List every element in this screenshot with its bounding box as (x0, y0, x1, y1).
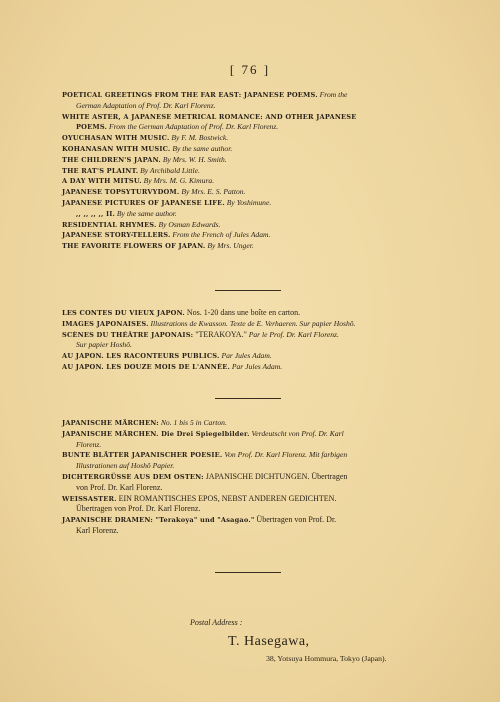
entry-desc: By Mrs. M. G. Kimura. (143, 176, 215, 186)
entry-continuation: Florenz. (76, 439, 102, 449)
catalog-entry (62, 90, 462, 101)
entry-desc: By the same author. (172, 143, 233, 153)
catalog-entry (62, 155, 462, 166)
entry-continuation: Karl Florenz. (76, 525, 119, 535)
entry-title: POEMS. (76, 123, 108, 132)
section-french-titles (62, 308, 462, 373)
entry-desc: Von Prof. Dr. Karl Florenz. Mit farbigen (224, 450, 348, 460)
catalog-entry (62, 351, 462, 362)
catalog-entry (62, 122, 462, 133)
entry-plain: EIN ROMANTISCHES EPOS, NEBST ANDEREN GEDICHTEN. (118, 493, 337, 503)
entry-plain: Übertragen von Prof. Dr. (256, 515, 337, 525)
entry-continuation: von Prof. Dr. Karl Florenz. (76, 482, 163, 492)
entry-continuation: Sur papier Hoshô. (76, 340, 132, 350)
entry-desc: Par Jules Adam. (221, 351, 272, 361)
entry-title: WEISSASTER. (62, 494, 117, 503)
postal-address-label: Postal Address : (190, 618, 243, 627)
entry-plain: "TERAKOYA." (195, 329, 247, 339)
catalog-entry (62, 515, 462, 526)
entry-title: AU JAPON. LES RACONTEURS PUBLICS. (62, 352, 220, 361)
catalog-entry (62, 220, 462, 231)
entry-title: RESIDENTIAL RHYMES. (62, 220, 157, 229)
entry-title: DICHTERGRÜSSE AUS DEM OSTEN: (62, 472, 204, 481)
catalog-entry (62, 429, 462, 440)
catalog-entry (62, 308, 462, 319)
entry-title: JAPANESE STORY-TELLERS. (62, 231, 171, 240)
entry-title: THE CHILDREN'S JAPAN. (62, 155, 161, 164)
entry-desc: By Archibald Little. (140, 165, 200, 175)
section-divider (215, 572, 281, 573)
publisher-address: 38, Yotsuya Hommura, Tokyo (Japan). (266, 654, 387, 663)
entry-title: WHITE ASTER, A JAPANESE METRICAL ROMANCE: AND OTHER JAPANESE (62, 112, 357, 121)
entry-title: SCÈNES DU THÉÂTRE JAPONAIS: (62, 330, 194, 339)
entry-plain: JAPANISCHE DICHTUNGEN. Übertragen (205, 471, 348, 481)
section-german-titles (62, 418, 462, 537)
catalog-entry (62, 112, 462, 123)
catalog-entry (62, 319, 462, 330)
section-english-titles (62, 90, 462, 252)
entry-title: POETICAL GREETINGS FROM THE FAR EAST: JAPANESE POEMS. (62, 91, 318, 99)
entry-title: THE FAVORITE FLOWERS OF JAPAN. (62, 242, 206, 251)
catalog-entry (62, 450, 462, 461)
publisher-name: T. Hasegawa, (228, 634, 310, 649)
entry-desc: Illustrations de Kwasson. Texte de E. Verhaeren. Sur papier Hoshô. (150, 318, 356, 328)
catalog-entry (62, 472, 462, 483)
entry-title: IMAGES JAPONAISES. (62, 319, 149, 328)
entry-desc: By Yoshimune. (226, 197, 272, 207)
entry-desc: From the French of Jules Adam. (172, 230, 271, 240)
catalog-entry (62, 176, 462, 187)
entry-desc: By Mrs. E. S. Patton. (181, 187, 246, 197)
entry-title: JAPANISCHE MÄRCHEN. Die Drei Spiegelbilder. (62, 429, 250, 438)
section-divider (215, 290, 281, 291)
entry-title: JAPANESE PICTURES OF JAPANESE LIFE. (62, 198, 225, 207)
entry-desc: No. 1 bis 5 in Carton. (160, 418, 227, 427)
entry-desc: By F. M. Bostwick. (171, 133, 229, 143)
entry-desc: Par Jules Adam. (231, 361, 283, 371)
entry-desc: By the same author. (116, 208, 177, 218)
catalog-entry (62, 418, 462, 429)
entry-title: LES CONTES DU VIEUX JAPON. (62, 309, 185, 317)
entry-title: JAPANESE TOPSYTURVYDOM. (62, 188, 180, 197)
entry-continuation: Übertragen von Prof. Dr. Karl Florenz. (76, 504, 201, 514)
catalog-entry (62, 133, 462, 144)
entry-title: AU JAPON. LES DOUZE MOIS DE L'ANNÉE. (62, 362, 230, 371)
entry-desc: By Mrs. Unger. (207, 241, 254, 251)
entry-desc: From the German Adaptation of Prof. Dr. Karl Florenz. (108, 122, 279, 132)
entry-title: JAPANISCHE DRAMEN: "Terakoya" und "Asagao." (62, 516, 255, 525)
catalog-entry (62, 166, 462, 177)
catalog-entry (62, 144, 462, 155)
entry-title: OYUCHASAN WITH MUSIC. (62, 134, 170, 143)
catalog-entry (62, 241, 462, 252)
catalog-entry (62, 198, 462, 209)
entry-continuation: German Adaptation of Prof. Dr. Karl Florenz. (76, 100, 216, 110)
entry-desc: By Mrs. W. H. Smith. (162, 154, 227, 164)
entry-desc: From the (319, 90, 348, 99)
section-divider (215, 398, 281, 399)
page-number: [ 76 ] (229, 62, 271, 77)
catalog-entry (62, 209, 462, 220)
entry-title: JAPANISCHE MÄRCHEN: (62, 419, 159, 427)
entry-plain: Nos. 1-20 dans une boîte en carton. (186, 308, 301, 317)
entry-title: KOHANASAN WITH MUSIC. (62, 144, 171, 153)
catalog-entry (62, 230, 462, 241)
entry-desc: By Osman Edwards. (158, 219, 221, 229)
entry-title: THE RAT'S PLAINT. (62, 166, 139, 175)
entry-title: A DAY WITH MITSU. (62, 177, 142, 186)
catalog-entry (62, 330, 462, 341)
entry-title: BUNTE BLÄTTER JAPANISCHER POESIE. (62, 451, 223, 460)
entry-continuation: Illustrationen auf Hoshô Papier. (76, 461, 175, 471)
catalog-entry (62, 494, 462, 505)
catalog-entry (62, 362, 462, 373)
entry-title: ,, ,, ,, ,, II. (76, 209, 116, 218)
catalog-entry (62, 187, 462, 198)
entry-desc: Verdeutscht von Prof. Dr. Karl (251, 428, 344, 438)
entry-desc: Par le Prof. Dr. Karl Florenz. (248, 329, 339, 339)
